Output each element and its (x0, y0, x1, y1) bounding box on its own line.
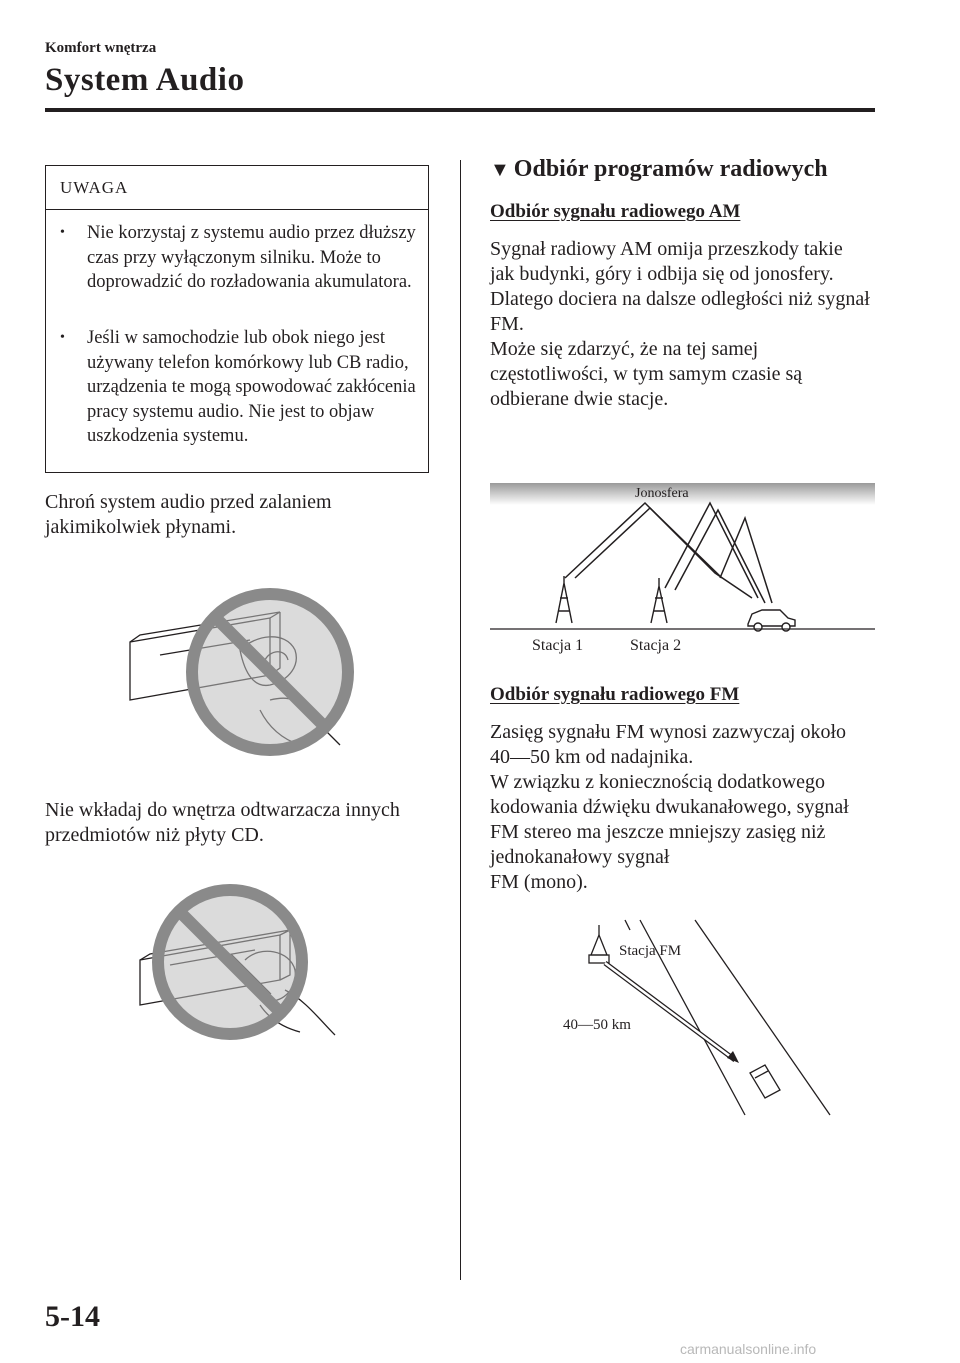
notice-item (60, 221, 420, 295)
car-icon (750, 1065, 780, 1098)
triangle-marker-icon: ▼ (490, 159, 510, 181)
radio-section-heading-text: Odbiór programów radiowych (513, 156, 828, 182)
station1-label: Stacja 1 (532, 637, 584, 654)
insert-paragraph: Nie wkładaj do wnętrza odtwarzacza innych przedmiotów niż płyty CD. (45, 799, 400, 846)
notice-divider (46, 209, 428, 210)
no-liquid-illustration (120, 580, 360, 765)
page-number: 5-14 (45, 1300, 100, 1333)
section-label: Komfort wnętrza (45, 40, 157, 56)
radio-section-heading (490, 156, 828, 183)
notice-title: UWAGA (60, 178, 129, 197)
station2-label: Stacja 2 (630, 637, 682, 654)
page-title: System Audio (45, 62, 245, 98)
fm-paragraph: Zasięg sygnału FM wynosi zazwyczaj około 40—50 km od nadajnika. W związku z koniecznością dodatkowego kodowania dźwięku dwukanałowego, sygnał FM stereo ma jeszcze mniejszy zasięg niż jednokanałowy sygnał FM (mono). (490, 721, 849, 893)
notice-item (60, 326, 420, 449)
ionosphere-label: Jonosfera (635, 486, 689, 501)
notice-item-text: Nie korzystaj z systemu audio przez dłuższy czas przy wyłączonym silniku. Może to doprowadzić do rozładowania akumulatora. (87, 223, 416, 292)
notice-item-text: Jeśli w samochodzie lub obok niego jest używany telefon komórkowy lub CB radio, urządzenia te mogą spowodować zakłócenia pracy systemu audio. Nie jest to objaw uszkodzenia systemu. (87, 328, 416, 446)
fm-subheading: Odbiór sygnału radiowego FM (490, 684, 740, 705)
fm-station-label: Stacja FM (619, 943, 682, 959)
transmission-tower-icon (651, 578, 667, 623)
signal-paths (565, 503, 772, 603)
am-subheading: Odbiór sygnału radiowego AM (490, 201, 741, 222)
no-objects-illustration (130, 880, 355, 1045)
am-paragraph: Sygnał radiowy AM omija przeszkody takie jak budynki, góry i odbija się od jonosfery. Dlatego dociera na dalsze odległości niż sygnał FM. Może się zdarzyć, że na tej samej częstotliwości, w tym samym czasie są odbierane dwie stacje. (490, 238, 870, 410)
fm-reception-diagram (555, 915, 845, 1120)
watermark: carmanualsonline.info (680, 1341, 817, 1357)
fm-range-label: 40—50 km (563, 1017, 631, 1033)
notice-box (45, 165, 429, 473)
am-reception-diagram (490, 478, 875, 663)
header-rule (45, 108, 875, 112)
column-divider (460, 160, 461, 1280)
transmission-tower-icon (556, 576, 572, 623)
car-icon (748, 610, 795, 631)
fm-tower-icon (589, 925, 609, 963)
bullet-icon: • (60, 225, 65, 240)
protect-paragraph: Chroń system audio przed zalaniem jakimikolwiek płynami. (45, 491, 332, 538)
bullet-icon: • (60, 330, 65, 345)
